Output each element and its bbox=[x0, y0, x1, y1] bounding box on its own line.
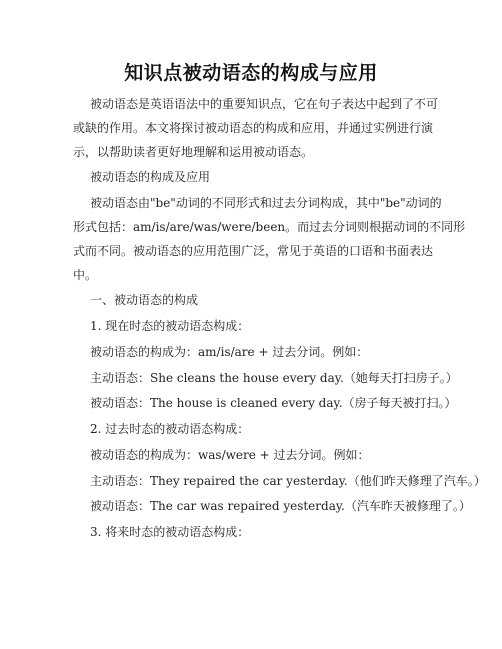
paragraph-line: 被动语态的构成为：was/were + 过去分词。例如： bbox=[90, 448, 370, 462]
paragraph-line: 或缺的作用。本文将探讨被动语态的构成和应用，并通过实例进行演 bbox=[73, 121, 434, 135]
subsection-heading: 2. 过去时态的被动语态构成： bbox=[90, 422, 250, 436]
paragraph-line: 被动语态是英语语法中的重要知识点，它在句子表达中起到了不可 bbox=[90, 97, 439, 111]
paragraph-line: 被动语态由"be"动词的不同形式和过去分词构成，其中"be"动词的 bbox=[90, 196, 442, 210]
example-active: 主动语态：She cleans the house every day.（她每天打扫房子。） bbox=[90, 371, 458, 385]
paragraph-line: 中。 bbox=[73, 268, 98, 282]
example-active: 主动语态：They repaired the car yesterday.（他们昨天修理了汽车。） bbox=[90, 474, 486, 488]
example-passive: 被动语态：The house is cleaned every day.（房子每天被打扫。） bbox=[90, 396, 457, 410]
example-passive: 被动语态：The car was repaired yesterday.（汽车昨天被修理了。） bbox=[90, 499, 471, 513]
paragraph-line: 式而不同。被动语态的应用范围广泛，常见于英语的口语和书面表达 bbox=[73, 244, 434, 258]
section-heading: 被动语态的构成及应用 bbox=[90, 170, 211, 184]
subsection-heading: 1. 现在时态的被动语态构成： bbox=[90, 319, 250, 333]
section-heading: 一、被动语态的构成 bbox=[90, 293, 199, 307]
paragraph-line: 形式包括：am/is/are/was/were/been。而过去分词则根据动词的不同形 bbox=[73, 220, 466, 234]
paragraph-line: 示，以帮助读者更好地理解和运用被动语态。 bbox=[73, 145, 314, 159]
paragraph-line: 被动语态的构成为：am/is/are + 过去分词。例如： bbox=[90, 345, 369, 359]
page-title: 知识点被动语态的构成与应用 bbox=[124, 62, 378, 84]
subsection-heading: 3. 将来时态的被动语态构成： bbox=[90, 525, 250, 539]
